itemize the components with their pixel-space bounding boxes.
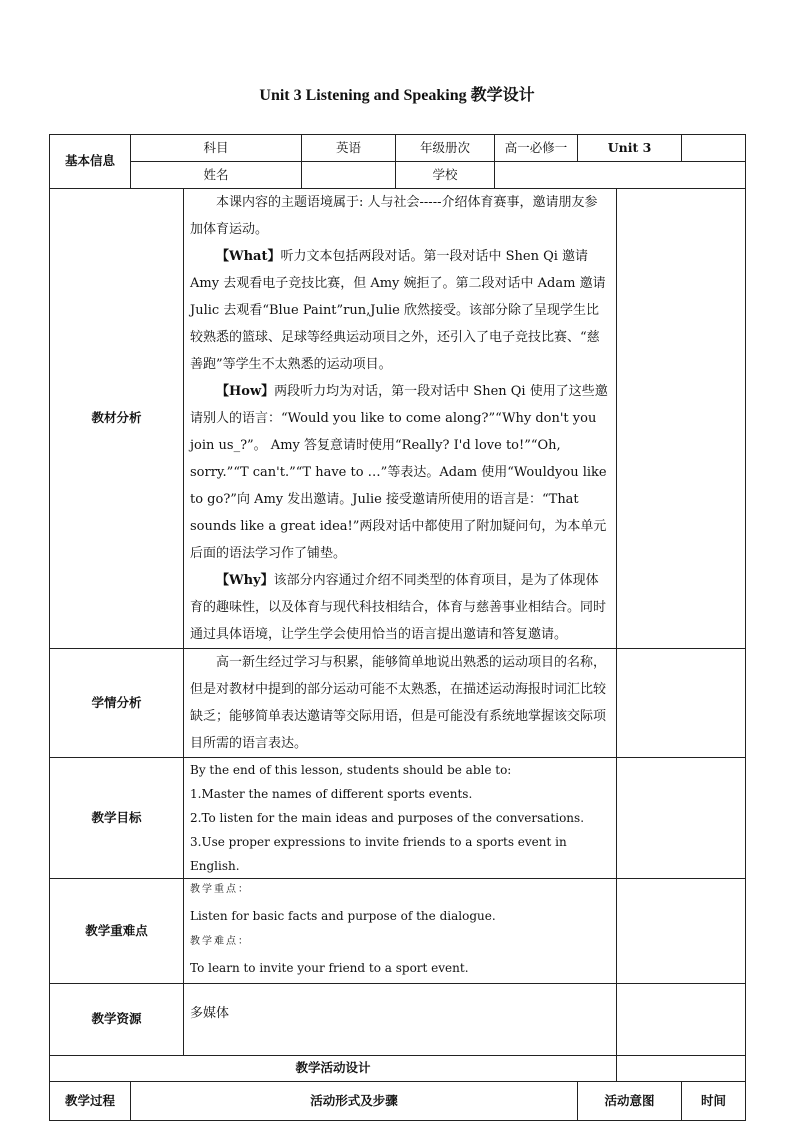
unit-value: Unit 3 — [578, 135, 682, 162]
why-tag: 【Why】 — [216, 573, 274, 588]
how-tag: 【How】 — [216, 384, 275, 399]
col-intent: 活动意图 — [578, 1082, 682, 1121]
school-label: 学校 — [396, 162, 495, 189]
learner-analysis-text: 高一新生经过学习与积累，能够简单地说出熟悉的运动项目的名称，但是对教材中提到的部分运动可能不太熟悉，在描述运动海报时词汇比较缺乏；能够简单表达邀请等交际用语，但是可能没有系统地掌握该交际项目所需的语言表达。 — [190, 655, 607, 751]
key-point-text: Listen for basic facts and purpose of the dialogue. — [190, 909, 496, 923]
empty-cell — [617, 1056, 746, 1082]
objectives-label: 教学目标 — [50, 758, 184, 879]
objective-line: By the end of this lesson, students should be able to: — [190, 763, 512, 777]
textbook-paragraph-why: 【Why】该部分内容通过介绍不同类型的体育项目，是为了体现体育的趣味性，以及体育与现代科技相结合，体育与慈善事业相结合。同时通过具体语境，让学生学会使用恰当的语言提出邀请和答复邀请。 — [190, 573, 607, 642]
textbook-paragraph-1: 本课内容的主题语境属于: 人与社会-----介绍体育赛事，邀请朋友参加体育运动。 — [190, 195, 598, 237]
objective-line: 2.To listen for the main ideas and purposes of the conversations. — [190, 811, 585, 825]
empty-cell — [617, 649, 746, 758]
lesson-plan-table — [49, 134, 746, 1121]
basic-info-label: 基本信息 — [50, 135, 131, 189]
col-steps: 活动形式及步骤 — [131, 1082, 578, 1121]
key-points-content — [184, 879, 617, 984]
name-value — [302, 162, 396, 189]
document-title: Unit 3 Listening and Speaking 教学设计 — [259, 87, 535, 104]
objectives-content — [184, 758, 617, 879]
textbook-analysis-label: 教材分析 — [50, 189, 184, 649]
resources-value: 多媒体 — [184, 984, 617, 1056]
empty-cell — [617, 758, 746, 879]
resources-label: 教学资源 — [50, 984, 184, 1056]
col-process: 教学过程 — [50, 1082, 131, 1121]
empty-cell — [617, 879, 746, 984]
name-label: 姓名 — [131, 162, 302, 189]
what-tag: 【What】 — [216, 249, 281, 264]
empty-cell — [617, 189, 746, 649]
textbook-analysis-content — [184, 189, 617, 649]
textbook-paragraph-what: 【What】听力文本包括两段对话。第一段对话中 Shen Qi 邀请 Amy 去观看电子竞技比赛，但 Amy 婉拒了。第二段对话中 Adam 邀请 Julic 去观看“Blue Paint”run,Julie 欣然接受。该部分除了呈现学生比较熟悉的篮球、足球等经典运动项目之外，还引入了电子竞技比赛、“慈善跑”等学生不太熟悉的运动项目。 — [190, 249, 606, 372]
grade-value: 高一必修一 — [495, 135, 578, 162]
subject-label: 科目 — [131, 135, 302, 162]
learner-analysis-label: 学情分析 — [50, 649, 184, 758]
key-point-title: 教学重点： — [190, 884, 250, 895]
objective-line: 1.Master the names of different sports events. — [190, 787, 473, 801]
difficult-point-title: 教学难点： — [190, 936, 250, 947]
key-points-label: 教学重难点 — [50, 879, 184, 984]
learner-analysis-content — [184, 649, 617, 758]
school-value — [495, 162, 746, 189]
textbook-paragraph-how: 【How】两段听力均为对话，第一段对话中 Shen Qi 使用了这些邀请别人的语言：“Would you like to come along?”“Why don't you join us_?”。 Amy 答复意请时使用“Really? I'd love to!”“Oh, sorry.”“T can't.”“T have to …”等表达。Adam 使用“Wouldyou like to go?”向 Amy 发出邀请。Julie 接受邀请所使用的语言是：“That sounds like a great idea!”两段对话中都使用了附加疑问句，为本单元后面的语法学习作了铺垫。 — [190, 384, 608, 561]
empty-cell — [617, 984, 746, 1056]
grade-label: 年级册次 — [396, 135, 495, 162]
col-time: 时间 — [682, 1082, 746, 1121]
difficult-point-text: To learn to invite your friend to a sport event. — [190, 961, 469, 975]
activity-design-header: 教学活动设计 — [50, 1056, 617, 1082]
empty-cell — [682, 135, 746, 162]
subject-value: 英语 — [302, 135, 396, 162]
objective-line: 3.Use proper expressions to invite friends to a sports event in English. — [190, 835, 567, 873]
